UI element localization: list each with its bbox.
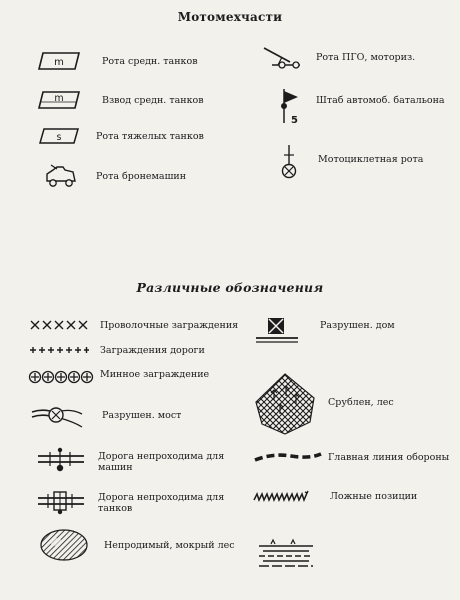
legend-item-motorcycle-company — [274, 143, 423, 181]
destroyed-bridge-icon — [30, 400, 90, 430]
road-obstacle-icon — [28, 344, 96, 356]
legend-item-destroyed-house — [252, 314, 395, 344]
legend-item-medium-tank-platoon — [34, 90, 204, 110]
anti-tank-gun-icon — [258, 45, 306, 69]
legend-label: Главная линия обороны — [328, 451, 450, 463]
legend-item-minefield — [28, 369, 209, 385]
legend-item-destroyed-bridge — [30, 400, 181, 430]
legend-item-road-impassable-vehicles — [36, 446, 224, 474]
legend-item-medium-tank-company — [34, 51, 198, 71]
legend-item-dummy-positions — [250, 488, 417, 504]
legend-item-road-obstacles — [28, 344, 205, 356]
legend-item-armored-car-company — [38, 163, 186, 189]
medium-tank-company-icon — [34, 51, 84, 71]
main-defense-line-icon — [252, 450, 324, 464]
legend-label-line2: машин — [98, 462, 133, 473]
legend-label: Разрушен. дом — [320, 319, 395, 331]
legend-label: Разрушен. мост — [102, 409, 182, 421]
legend-label: Рота ПГО, моториз. — [316, 51, 416, 63]
road-impassable-tanks-icon — [36, 488, 88, 516]
legend-label-line1: Дорога непроходима для — [98, 451, 225, 462]
svg-text:5: 5 — [291, 115, 298, 126]
wet-forest-icon — [38, 528, 94, 562]
legend-label: Рота бронемашин — [96, 170, 187, 182]
legend-label-group — [98, 492, 224, 514]
minefield-icon — [28, 369, 98, 385]
legend-label-line1: Дорога непроходима для — [98, 492, 225, 503]
destroyed-house-icon — [252, 314, 302, 344]
legend-label: Срублен, лес — [328, 396, 394, 408]
legend-label-group — [98, 451, 224, 473]
legend-item-heavy-tank-company — [34, 127, 204, 145]
svg-text:s: s — [56, 132, 62, 143]
marsh-symbol — [256, 538, 316, 570]
section-title-misc: Различные обозначения — [136, 280, 324, 295]
legend-item-cut-forest — [250, 372, 394, 436]
legend-item-wire-obstacles — [28, 318, 238, 332]
legend-item-wet-forest — [38, 528, 235, 562]
legend-label: Рота тяжелых танков — [96, 130, 204, 142]
section-title-motorized: Мотомехчасти — [177, 10, 283, 24]
legend-label: Минное заграждение — [100, 368, 210, 380]
legend-label: Непродимый, мокрый лес — [104, 539, 235, 551]
legend-label: Проволочные заграждения — [100, 319, 239, 331]
svg-text:m: m — [54, 57, 64, 68]
legend-label-line2: танков — [98, 503, 133, 514]
wire-obstacle-icon — [28, 318, 96, 332]
medium-tank-platoon-icon — [34, 90, 84, 110]
legend-item-road-impassable-tanks — [36, 488, 224, 516]
armored-car-icon — [38, 163, 84, 189]
legend-label: Рота средн. танков — [102, 55, 198, 67]
marsh-icon — [256, 538, 316, 570]
legend-label: Ложные позиции — [330, 490, 418, 502]
motorcycle-icon — [274, 143, 304, 181]
legend-item-auto-battalion-hq — [272, 87, 445, 127]
legend-label: Мотоциклетная рота — [318, 153, 424, 165]
legend-label: Взвод средн. танков — [102, 94, 204, 106]
svg-text:m: m — [54, 93, 64, 104]
flag-hq-icon — [272, 87, 306, 127]
legend-item-main-defense-line — [252, 450, 449, 464]
legend-label: Заграждения дороги — [100, 344, 205, 356]
dummy-positions-icon — [250, 488, 322, 504]
legend-item-motorized-atg-company — [258, 45, 415, 69]
legend-label: Штаб автомоб. батальона — [316, 94, 445, 106]
cut-forest-icon — [250, 372, 320, 436]
road-impassable-vehicles-icon — [36, 446, 88, 474]
heavy-tank-company-icon — [34, 127, 84, 145]
